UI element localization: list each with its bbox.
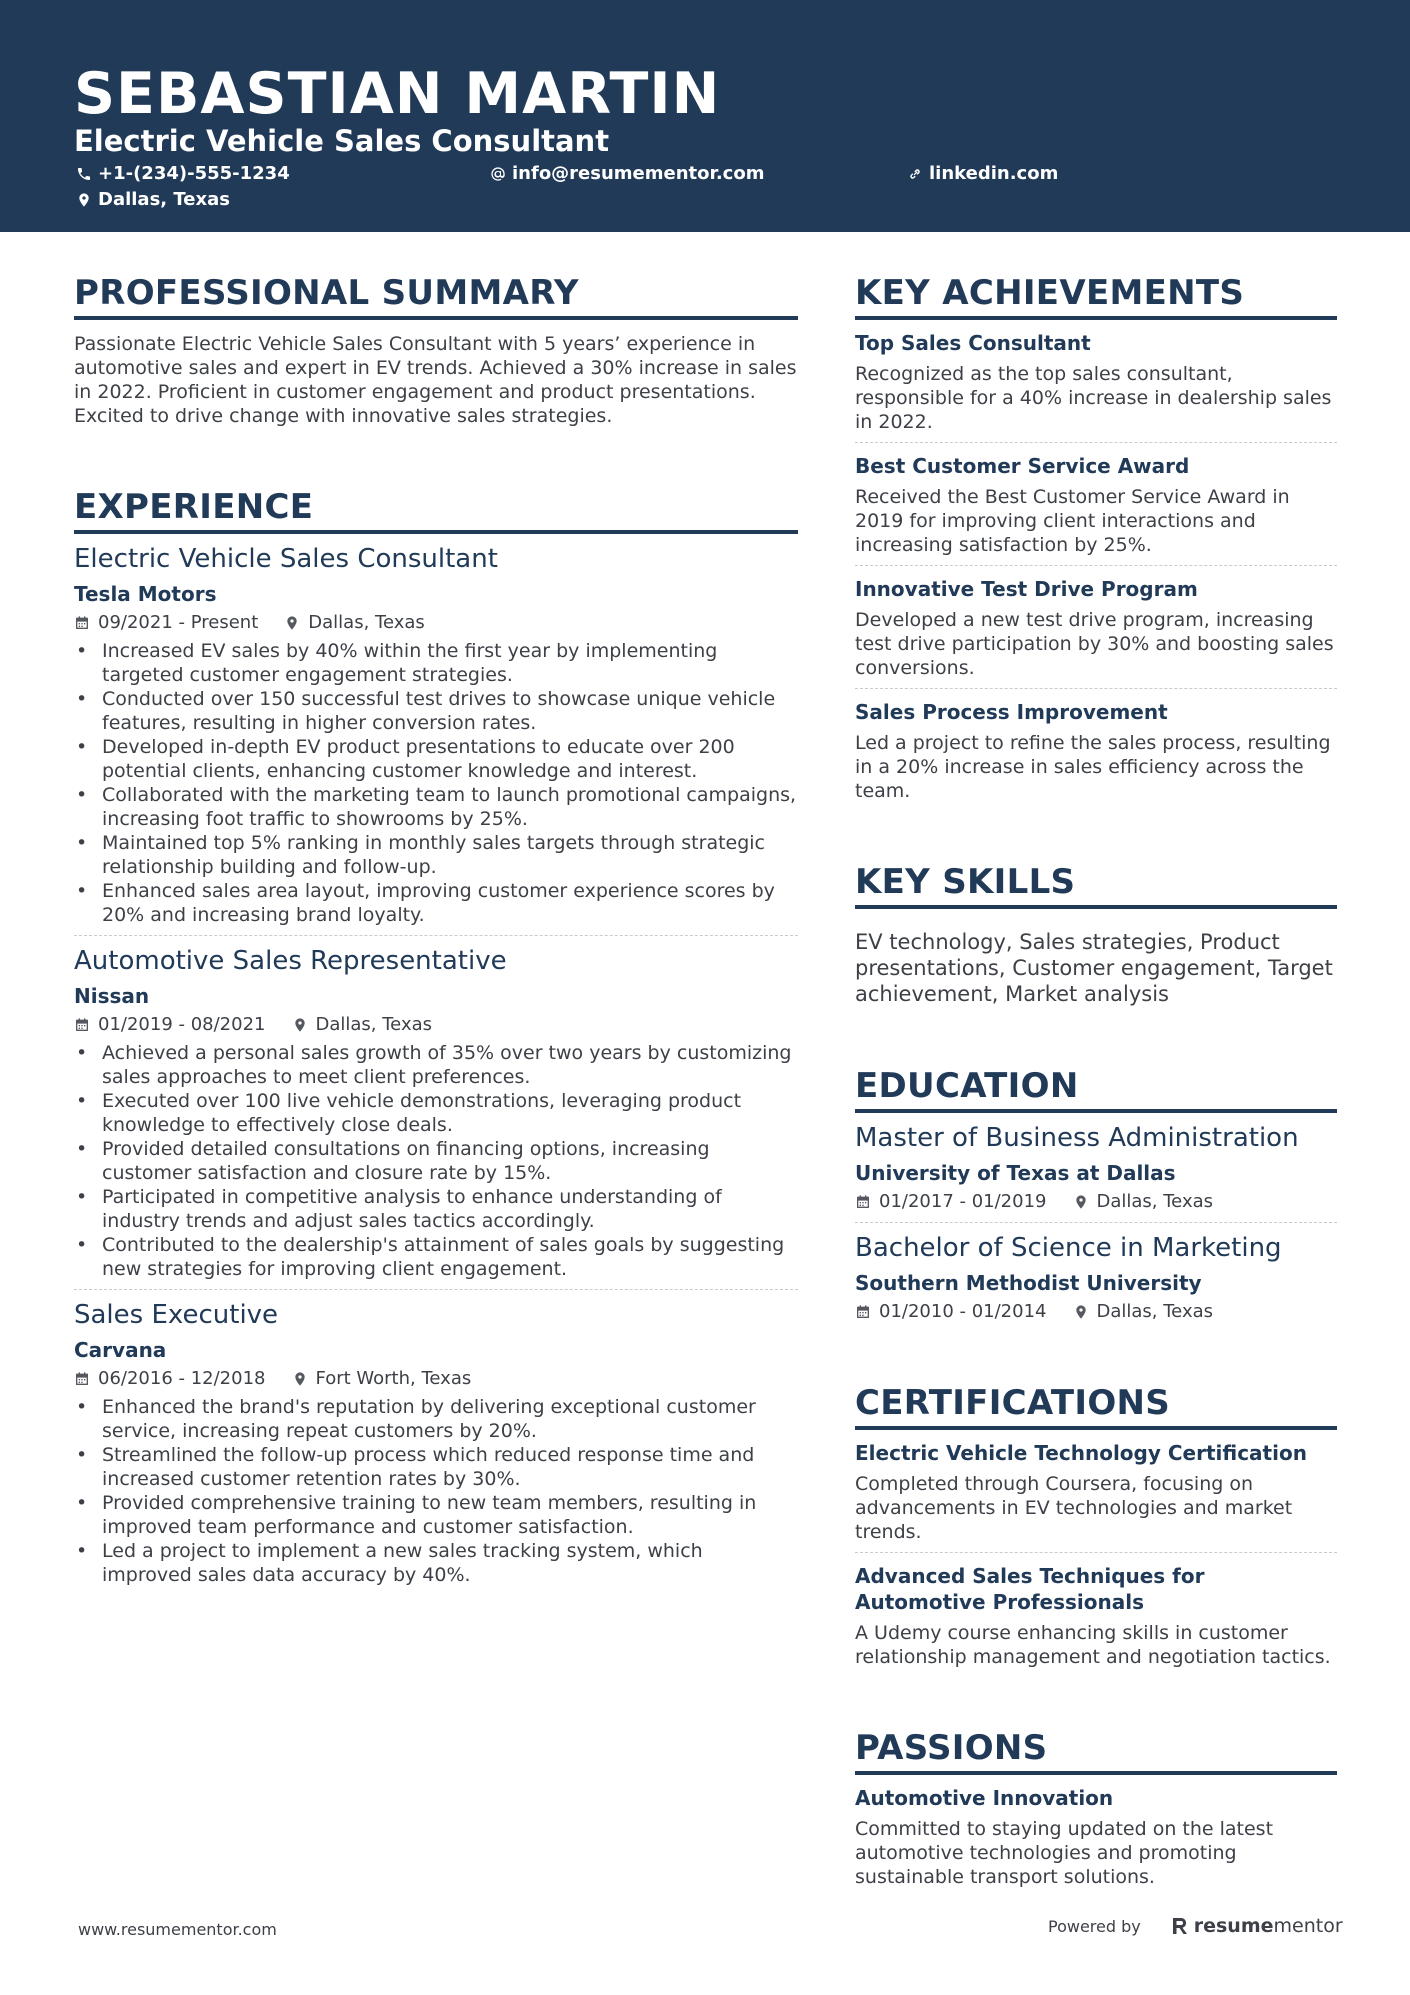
job-entry — [74, 944, 798, 1281]
location-pin-icon — [1073, 1194, 1089, 1210]
divider — [855, 1222, 1337, 1223]
achievements-section — [855, 272, 1337, 803]
summary-section — [74, 272, 798, 428]
certification-title: Advanced Sales Techniques for Automotive Professionals — [855, 1564, 1205, 1614]
bullet-item: • Contributed to the dealership's attainment of sales goals by suggesting new strategies for improving client engagement. — [74, 1233, 798, 1281]
passions-section — [855, 1727, 1337, 1889]
contact-phone[interactable] — [76, 161, 290, 187]
education-section — [855, 1065, 1337, 1324]
achievement-title: Top Sales Consultant — [855, 331, 1091, 355]
calendar-icon — [74, 1017, 90, 1033]
certification-item — [855, 1440, 1337, 1544]
left-column — [74, 272, 798, 1645]
divider — [74, 1289, 798, 1290]
job-meta — [74, 611, 798, 635]
achievement-desc: Recognized as the top sales consultant, responsible for a 40% increase in dealership sales in 2022. — [855, 363, 1332, 433]
bullet-item: • Maintained top 5% ranking in monthly sales targets through strategic relationship building and follow-up. — [74, 831, 798, 879]
bullet-item: • Conducted over 150 successful test drives to showcase unique vehicle features, resulting in higher conversion rates. — [74, 687, 798, 735]
brand-name-bold: resume — [1193, 1915, 1274, 1937]
education-item — [855, 1121, 1337, 1214]
education-degree: Master of Business Administration — [855, 1123, 1299, 1153]
calendar-icon — [855, 1194, 871, 1210]
education-meta — [855, 1190, 1337, 1214]
education-degree: Bachelor of Science in Marketing — [855, 1233, 1282, 1263]
phone-icon — [76, 166, 92, 182]
bullet-item: • Provided comprehensive training to new team members, resulting in improved team performance and customer satisfaction. — [74, 1491, 798, 1539]
achievement-item — [855, 576, 1337, 680]
divider — [855, 565, 1337, 566]
achievement-desc: Developed a new test drive program, increasing test drive participation by 30% and boosting sales conversions. — [855, 609, 1334, 679]
candidate-name: SEBASTIAN MARTIN — [74, 61, 721, 127]
bullet-item: • Provided detailed consultations on financing options, increasing customer satisfaction and closure rate by 15%. — [74, 1137, 798, 1185]
location-pin-icon — [292, 1371, 308, 1387]
calendar-icon — [74, 1371, 90, 1387]
footer-website[interactable]: www.resumementor.com — [78, 1920, 277, 1939]
job-bullets — [74, 1041, 798, 1281]
location-pin-icon — [284, 615, 300, 631]
experience-heading: EXPERIENCE — [74, 486, 798, 534]
education-meta — [855, 1300, 1337, 1324]
location-text: Dallas, Texas — [98, 189, 230, 210]
contact-linkedin[interactable] — [907, 161, 1058, 187]
passion-title: Automotive Innovation — [855, 1786, 1114, 1810]
certifications-section — [855, 1382, 1337, 1669]
divider — [74, 935, 798, 936]
bullet-item: • Developed in-depth EV product presentations to educate over 200 potential clients, enhancing customer knowledge and interest. — [74, 735, 798, 783]
candidate-headline: Electric Vehicle Sales Consultant — [74, 124, 610, 158]
job-role: Sales Executive — [74, 1300, 279, 1330]
job-location: Fort Worth, Texas — [315, 1368, 472, 1389]
achievement-item — [855, 453, 1337, 557]
calendar-icon — [74, 615, 90, 631]
experience-section — [74, 486, 798, 1587]
bullet-item: • Participated in competitive analysis to enhance understanding of industry trends and adjust sales tactics accordingly. — [74, 1185, 798, 1233]
divider — [855, 688, 1337, 689]
education-school: University of Texas at Dallas — [855, 1161, 1176, 1185]
job-location: Dallas, Texas — [315, 1014, 432, 1035]
job-meta — [74, 1367, 798, 1391]
bullet-item: • Enhanced the brand's reputation by delivering exceptional customer service, increasing repeat customers by 20%. — [74, 1395, 798, 1443]
divider — [855, 1552, 1337, 1553]
job-company: Nissan — [74, 984, 150, 1008]
achievement-item — [855, 699, 1337, 803]
education-school: Southern Methodist University — [855, 1271, 1202, 1295]
linkedin-text: linkedin.com — [929, 163, 1059, 184]
resumementor-logo-icon — [1171, 1916, 1189, 1936]
certification-item — [855, 1563, 1337, 1669]
job-location: Dallas, Texas — [308, 612, 425, 633]
education-dates: 01/2010 - 01/2014 — [879, 1301, 1047, 1322]
phone-text: +1-(234)-555-1234 — [98, 163, 290, 184]
job-bullets — [74, 1395, 798, 1587]
skills-text: EV technology, Sales strategies, Product presentations, Customer engagement, Target achievement, Market analysis — [855, 930, 1333, 1006]
bullet-item: • Streamlined the follow-up process which reduced response time and increased customer retention rates by 30%. — [74, 1443, 798, 1491]
achievement-title: Best Customer Service Award — [855, 454, 1190, 478]
bullet-item: • Enhanced sales area layout, improving customer experience scores by 20% and increasing brand loyalty. — [74, 879, 798, 927]
job-bullets — [74, 639, 798, 927]
bullet-item: • Led a project to implement a new sales tracking system, which improved sales data accuracy by 40%. — [74, 1539, 798, 1587]
achievement-item — [855, 330, 1337, 434]
skills-section — [855, 861, 1337, 1007]
job-role: Automotive Sales Representative — [74, 946, 507, 976]
link-icon — [907, 166, 923, 182]
bullet-item: • Executed over 100 live vehicle demonstrations, leveraging product knowledge to effectively close deals. — [74, 1089, 798, 1137]
certification-desc: Completed through Coursera, focusing on advancements in EV technologies and market trends. — [855, 1473, 1293, 1543]
achievement-title: Innovative Test Drive Program — [855, 577, 1198, 601]
at-icon — [490, 166, 506, 182]
achievements-heading: KEY ACHIEVEMENTS — [855, 272, 1337, 320]
job-role: Electric Vehicle Sales Consultant — [74, 544, 498, 574]
certification-desc: A Udemy course enhancing skills in customer relationship management and negotiation tactics. — [855, 1622, 1331, 1668]
email-text: info@resumementor.com — [512, 163, 765, 184]
job-dates: 09/2021 - Present — [98, 612, 259, 633]
skills-heading: KEY SKILLS — [855, 861, 1337, 909]
education-item — [855, 1231, 1337, 1324]
location-pin-icon — [76, 192, 92, 208]
job-dates: 06/2016 - 12/2018 — [98, 1368, 266, 1389]
powered-by-label: Powered by — [1048, 1916, 1141, 1936]
education-location: Dallas, Texas — [1096, 1301, 1213, 1322]
bullet-item: • Increased EV sales by 40% within the first year by implementing targeted customer engagement strategies. — [74, 639, 798, 687]
achievement-desc: Led a project to refine the sales process, resulting in a 20% increase in sales efficiency across the team. — [855, 732, 1331, 802]
education-dates: 01/2017 - 01/2019 — [879, 1191, 1047, 1212]
job-dates: 01/2019 - 08/2021 — [98, 1014, 266, 1035]
bullet-item: • Achieved a personal sales growth of 35% over two years by customizing sales approaches to meet client preferences. — [74, 1041, 798, 1089]
summary-heading: PROFESSIONAL SUMMARY — [74, 272, 798, 320]
job-company: Carvana — [74, 1338, 167, 1362]
education-heading: EDUCATION — [855, 1065, 1337, 1113]
location-pin-icon — [1073, 1304, 1089, 1320]
passion-desc: Committed to staying updated on the latest automotive technologies and promoting sustainable transport solutions. — [855, 1818, 1274, 1888]
right-column — [855, 272, 1337, 1947]
passions-heading: PASSIONS — [855, 1727, 1337, 1775]
brand-logo[interactable] — [1171, 1915, 1343, 1937]
location-pin-icon — [292, 1017, 308, 1033]
job-entry — [74, 542, 798, 927]
divider — [855, 442, 1337, 443]
achievement-desc: Received the Best Customer Service Award in 2019 for improving client interactions and increasing satisfaction by 25%. — [855, 486, 1290, 556]
bullet-item: • Collaborated with the marketing team to launch promotional campaigns, increasing foot traffic to showrooms by 25%. — [74, 783, 798, 831]
certifications-heading: CERTIFICATIONS — [855, 1382, 1337, 1430]
job-company: Tesla Motors — [74, 582, 217, 606]
contact-email[interactable] — [490, 161, 764, 187]
achievement-title: Sales Process Improvement — [855, 700, 1168, 724]
resume-header — [0, 0, 1410, 232]
brand-name-light: mentor — [1273, 1915, 1343, 1937]
footer-branding — [1048, 1915, 1343, 1937]
contact-location — [76, 187, 230, 213]
passion-item — [855, 1785, 1337, 1889]
job-meta — [74, 1013, 798, 1037]
education-location: Dallas, Texas — [1096, 1191, 1213, 1212]
job-entry — [74, 1298, 798, 1587]
certification-title: Electric Vehicle Technology Certification — [855, 1441, 1307, 1465]
summary-text: Passionate Electric Vehicle Sales Consultant with 5 years’ experience in automotive sales and expert in EV trends. Achieved a 30% increase in sales in 2022. Proficient in customer engagement and product presentations. Excited to drive change with innovative sales strategies. — [74, 333, 797, 427]
calendar-icon — [855, 1304, 871, 1320]
